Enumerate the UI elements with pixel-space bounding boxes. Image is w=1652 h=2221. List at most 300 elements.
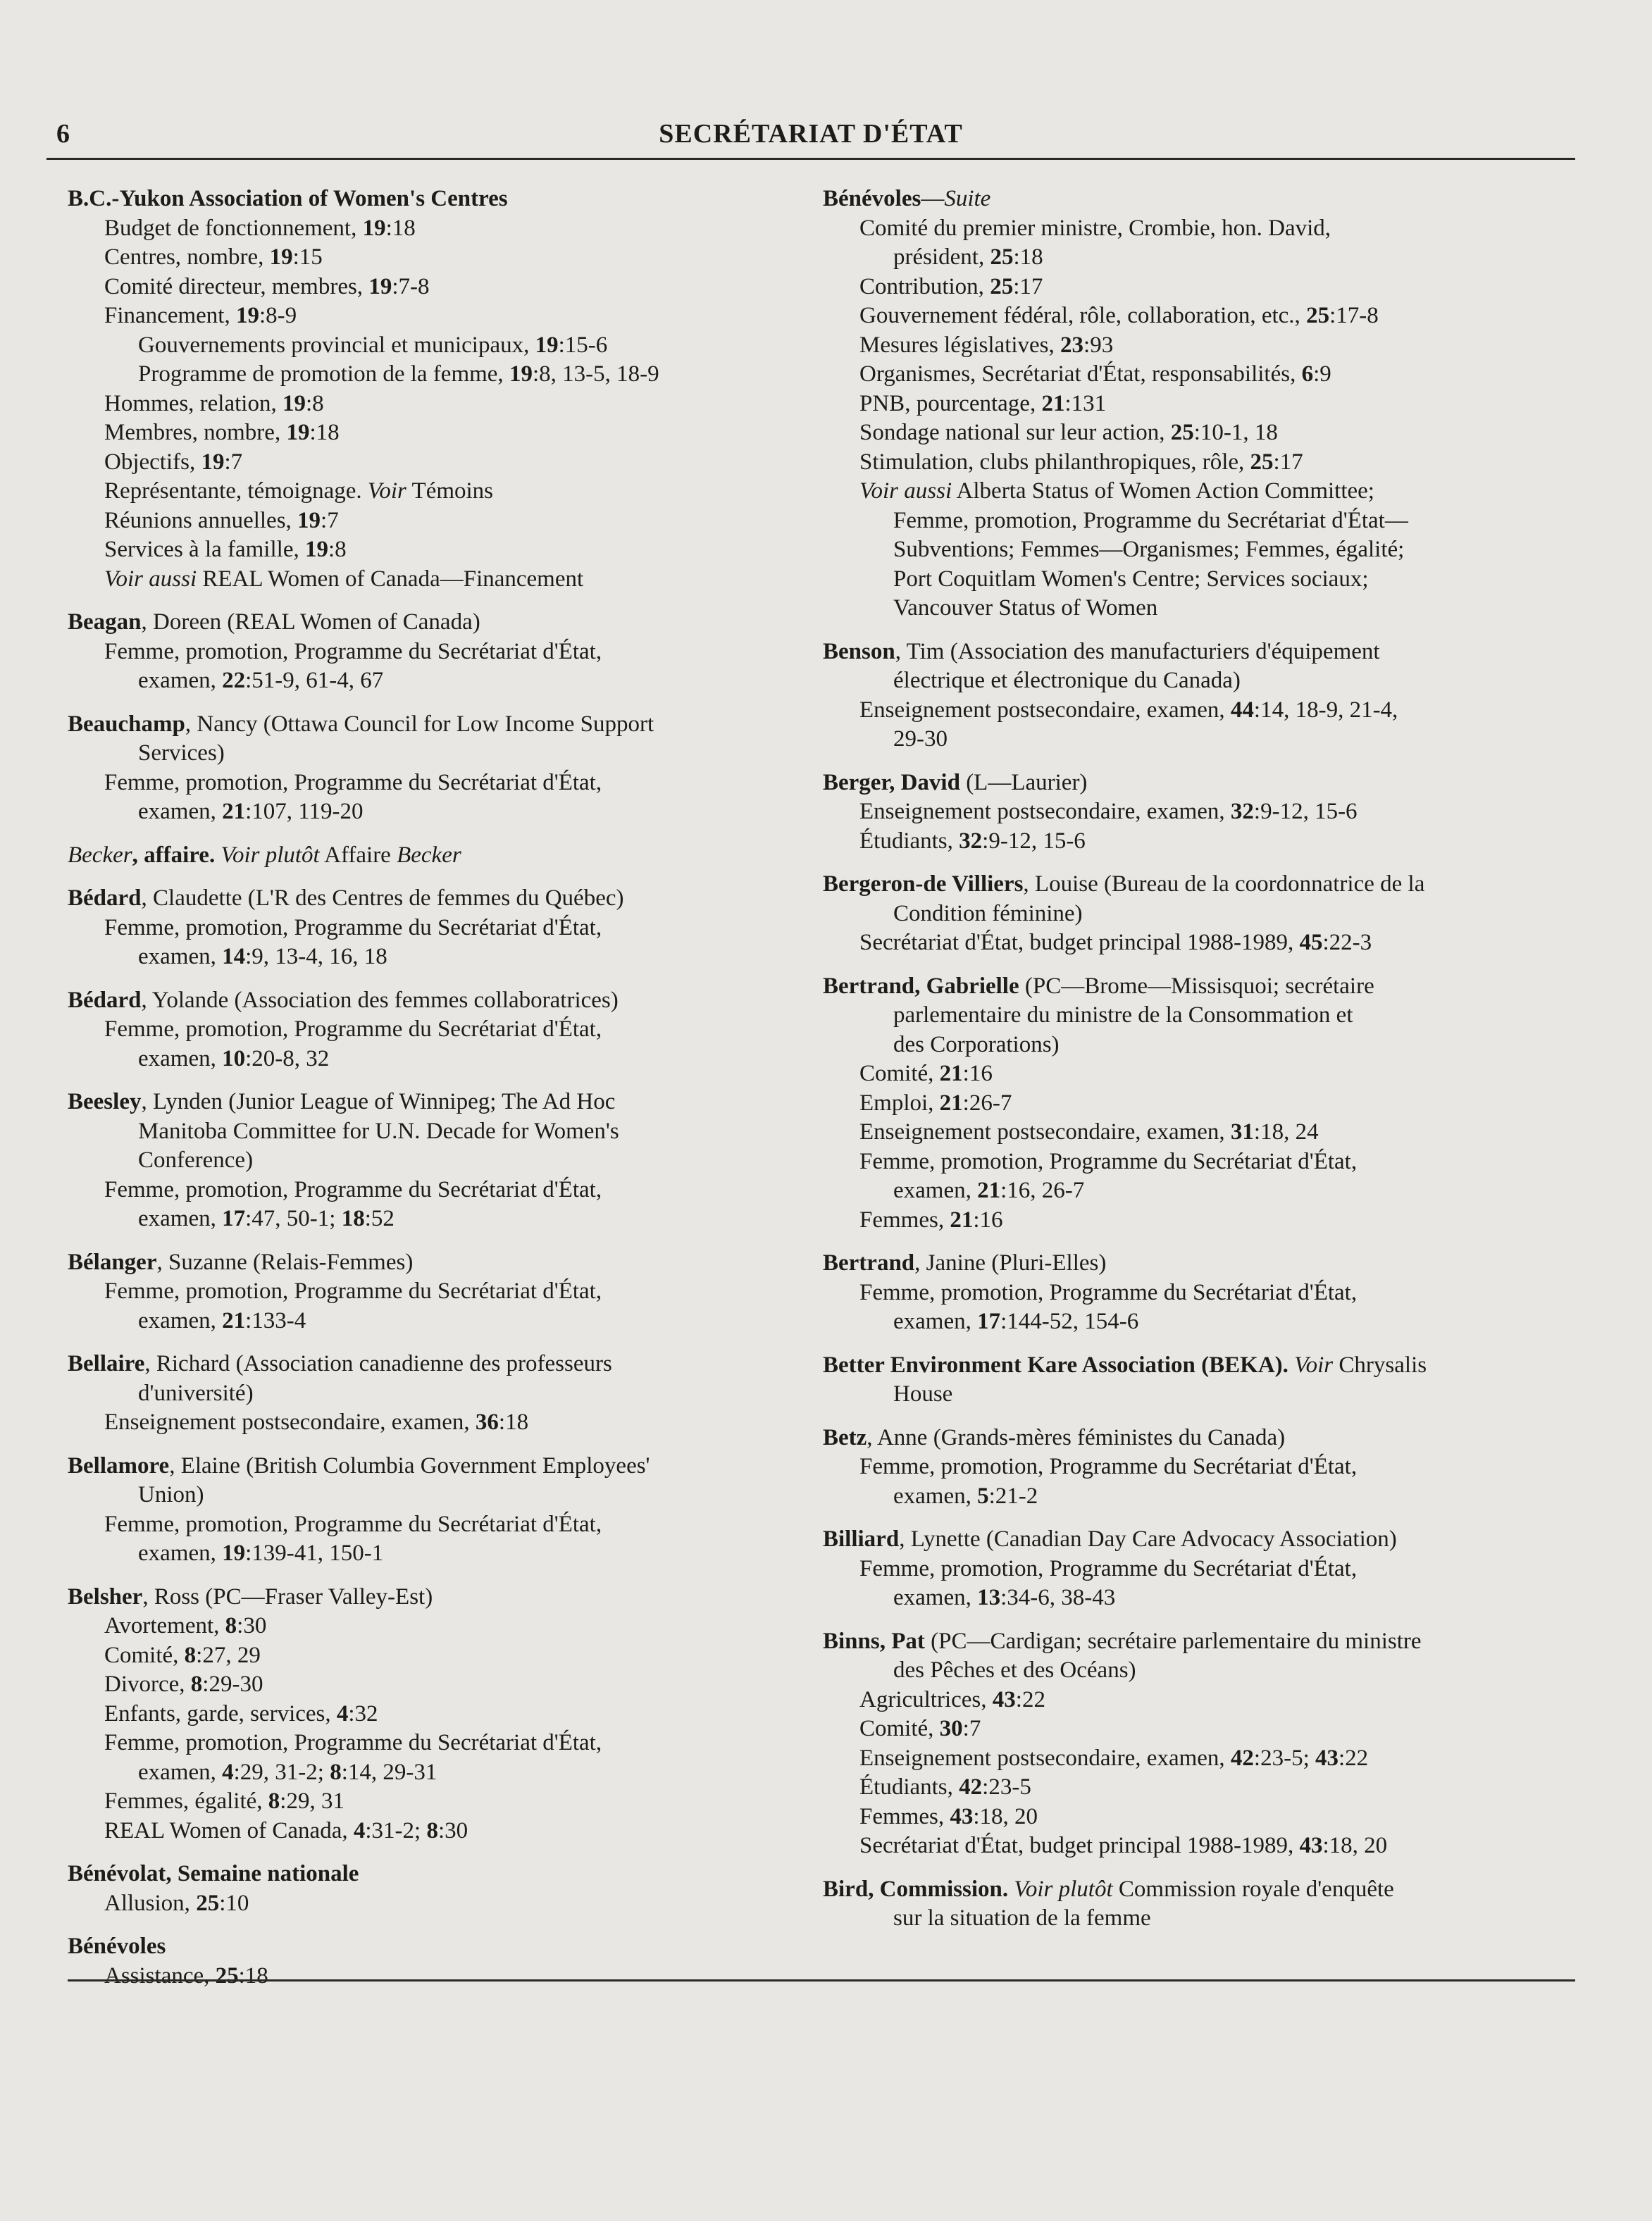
text-run: 8 — [330, 1759, 342, 1785]
entry-subline — [823, 827, 1555, 857]
text-run: Femmes, égalité, — [104, 1788, 268, 1814]
entry-subline — [68, 1817, 800, 1846]
text-run: :9 — [1313, 361, 1331, 387]
text-run: parlementaire du ministre de la Consommation et — [893, 1002, 1353, 1028]
text-run: , Suzanne (Relais-Femmes) — [156, 1249, 414, 1275]
text-run: Belsher — [68, 1584, 143, 1610]
index-entry — [823, 870, 1555, 958]
entry-subline — [823, 1059, 1555, 1089]
entry-subline — [823, 1656, 1555, 1686]
entry-heading — [823, 637, 1555, 667]
text-run: :16 — [973, 1207, 1003, 1233]
entry-subline — [823, 1147, 1555, 1177]
entry-subline — [68, 1787, 800, 1817]
text-run: :22 — [1015, 1686, 1045, 1712]
entry-subline — [68, 360, 800, 390]
text-run: Bergeron-de Villiers — [823, 871, 1024, 897]
text-run: Enseignement postsecondaire, examen, — [104, 1410, 476, 1435]
text-run: Femme, promotion, Programme du Secrétariat d'État, — [104, 1730, 602, 1755]
entry-subline — [823, 506, 1555, 536]
text-run: , affaire. — [132, 842, 216, 868]
text-run: Sondage national sur leur action, — [859, 420, 1171, 445]
text-run: Représentante, témoignage. — [104, 478, 368, 504]
text-run: 17 — [977, 1309, 1001, 1334]
entry-subline — [68, 390, 800, 419]
text-run: Secrétariat d'État, budget principal 1988-1989, — [859, 930, 1300, 955]
entry-subline — [68, 1277, 800, 1307]
text-run: :18, 24 — [1253, 1119, 1319, 1145]
text-run: Enseignement postsecondaire, examen, — [859, 1119, 1231, 1145]
entry-subline — [823, 1031, 1555, 1060]
text-run: 43 — [992, 1686, 1016, 1712]
text-run: 25 — [196, 1890, 220, 1916]
text-run: Voir plutôt — [221, 842, 320, 868]
index-column-right — [823, 185, 1555, 1948]
text-run: Voir aussi — [859, 478, 952, 504]
text-run: Manitoba Committee for U.N. Decade for Women's — [138, 1118, 619, 1144]
text-run: 4 — [222, 1759, 234, 1785]
entry-subline — [68, 1889, 800, 1919]
text-run: :9-12, 15-6 — [982, 828, 1086, 854]
text-run: :144-52, 154-6 — [1000, 1309, 1139, 1334]
entry-heading — [68, 1860, 800, 1889]
text-run: 18 — [341, 1206, 365, 1231]
text-run: 23 — [1060, 332, 1084, 358]
entry-subline — [823, 1118, 1555, 1147]
text-run: :107, 119-20 — [245, 799, 364, 824]
entry-heading — [823, 1424, 1555, 1453]
entry-subline — [68, 1700, 800, 1729]
text-run: Alberta Status of Women Action Committee; — [952, 478, 1374, 504]
text-run: Femme, promotion, Programme du Secrétariat d'État, — [859, 1555, 1358, 1581]
text-run: — — [921, 186, 945, 211]
entry-subline — [68, 1539, 800, 1569]
text-run: Bénévoles — [68, 1934, 166, 1959]
index-entry — [823, 1875, 1555, 1934]
entry-subline — [823, 1555, 1555, 1584]
text-run: :30 — [237, 1613, 267, 1638]
text-run: 5 — [977, 1483, 989, 1509]
text-run: :29-30 — [202, 1672, 263, 1697]
text-run: :15-6 — [558, 332, 608, 358]
index-entry — [823, 1627, 1555, 1861]
entry-subline — [823, 301, 1555, 331]
text-run: des Pêches et des Océans) — [893, 1657, 1136, 1683]
text-run: Comité, — [859, 1716, 940, 1741]
text-run: 19 — [235, 303, 259, 328]
text-run: 19 — [222, 1541, 246, 1566]
text-run: :16, 26-7 — [1000, 1178, 1085, 1203]
text-run: :30 — [437, 1817, 468, 1843]
text-run: 21 — [939, 1061, 963, 1086]
text-run: :18 — [309, 420, 340, 445]
text-run: Bénévoles — [823, 186, 921, 211]
entry-subline — [823, 1279, 1555, 1308]
text-run: 8 — [190, 1672, 203, 1697]
entry-subline — [823, 1307, 1555, 1337]
entry-subline — [823, 1452, 1555, 1482]
text-run: 21 — [939, 1090, 963, 1116]
text-run: Bédard — [68, 987, 142, 1013]
text-run: Billiard — [823, 1526, 900, 1552]
text-run: Emploi, — [859, 1090, 940, 1116]
text-run: 43 — [1315, 1745, 1339, 1771]
text-run: , Elaine (British Columbia Government Employees' — [169, 1452, 650, 1479]
text-run: :27, 29 — [196, 1642, 261, 1668]
text-run: Berger, David — [823, 769, 960, 795]
text-run: 19 — [535, 332, 559, 358]
text-run: 21 — [977, 1178, 1001, 1203]
index-entry — [68, 1452, 800, 1569]
text-run: Comité du premier ministre, Crombie, hon. David, — [859, 215, 1331, 241]
text-run: Femme, promotion, Programme du Secrétariat d'État, — [859, 1148, 1358, 1174]
text-run: 21 — [950, 1207, 974, 1233]
text-run: 42 — [1230, 1745, 1254, 1771]
entry-subline — [823, 725, 1555, 754]
text-run: Services) — [138, 740, 225, 766]
text-run: Divorce, — [104, 1672, 191, 1697]
entry-subline — [823, 448, 1555, 478]
text-run: 25 — [1250, 449, 1274, 475]
text-run: 30 — [939, 1716, 963, 1741]
text-run: Stimulation, clubs philanthropiques, rôle, — [859, 449, 1250, 475]
text-run: 32 — [1230, 799, 1254, 824]
text-run: Femme, promotion, Programme du Secrétariat d'État— — [893, 507, 1408, 533]
text-run: 22 — [222, 668, 246, 693]
text-run: Femme, promotion, Programme du Secrétariat d'État, — [859, 1279, 1358, 1305]
entry-heading — [823, 870, 1555, 900]
text-run: :8-9 — [259, 303, 297, 328]
text-run: :23-5 — [982, 1774, 1031, 1800]
text-run: Vancouver Status of Women — [893, 595, 1158, 621]
entry-subline — [823, 477, 1555, 506]
text-run: examen, — [138, 1759, 223, 1785]
index-entry — [68, 1088, 800, 1234]
text-run: Bellamore — [68, 1452, 170, 1479]
entry-subline — [823, 1744, 1555, 1774]
entry-subline — [823, 1482, 1555, 1512]
text-run: Femme, promotion, Programme du Secrétariat d'État, — [104, 1279, 602, 1304]
text-run: :7 — [321, 507, 339, 533]
text-run: Organismes, Secrétariat d'État, responsabilités, — [859, 361, 1302, 387]
entry-heading — [823, 1351, 1555, 1381]
entry-subline — [68, 1176, 800, 1205]
entry-subline — [823, 1686, 1555, 1715]
text-run: Membres, nombre, — [104, 420, 287, 445]
text-run: :29, 31 — [280, 1788, 344, 1814]
text-run: :93 — [1083, 332, 1114, 358]
text-run: , Louise (Bureau de la coordonnatrice de la — [1023, 871, 1425, 897]
text-run: Allusion, — [104, 1890, 197, 1916]
entry-subline — [68, 331, 800, 361]
entry-subline — [823, 1001, 1555, 1031]
entry-subline — [68, 1146, 800, 1176]
text-run: 8 — [268, 1788, 280, 1814]
text-run: , Richard (Association canadienne des professeurs — [144, 1351, 612, 1376]
text-run: , Yolande (Association des femmes collaboratrices) — [141, 987, 619, 1013]
text-run: 25 — [990, 273, 1014, 299]
text-run: :10 — [219, 1890, 249, 1916]
text-run: 25 — [990, 244, 1014, 270]
entry-subline — [823, 1089, 1555, 1119]
entry-subline — [68, 769, 800, 798]
text-run: House — [893, 1381, 953, 1407]
entry-subline — [68, 1510, 800, 1540]
text-run: Objectifs, — [104, 449, 201, 475]
text-run: examen, — [138, 1307, 223, 1333]
text-run: 19 — [368, 273, 392, 299]
entry-subline — [68, 1481, 800, 1510]
text-run: Services à la famille, — [104, 537, 305, 562]
text-run: :131 — [1064, 390, 1107, 416]
entry-heading — [823, 972, 1555, 1002]
index-entry — [823, 637, 1555, 754]
text-run: :18 — [498, 1410, 529, 1435]
text-run: REAL Women of Canada, — [104, 1817, 354, 1843]
entry-subline — [823, 1584, 1555, 1613]
text-run: Enseignement postsecondaire, examen, — [859, 697, 1231, 723]
text-run: examen, — [138, 1206, 223, 1231]
text-run: Enfants, garde, services, — [104, 1700, 337, 1727]
entry-subline — [68, 1758, 800, 1788]
text-run: :18, 20 — [973, 1803, 1038, 1829]
index-entry — [823, 769, 1555, 857]
text-run: :29, 31-2; — [233, 1759, 330, 1785]
text-run: Comité, — [104, 1642, 185, 1668]
text-run: Comité, — [859, 1061, 940, 1086]
text-run: PNB, pourcentage, — [859, 390, 1042, 416]
entry-subline — [68, 797, 800, 827]
entry-subline — [68, 448, 800, 478]
text-run: , Ross (PC—Fraser Valley-Est) — [142, 1584, 433, 1610]
text-run: 19 — [282, 390, 306, 416]
text-run: 19 — [269, 244, 293, 270]
entry-subline — [68, 666, 800, 696]
text-run: :22-3 — [1322, 930, 1372, 955]
entry-subline — [823, 1380, 1555, 1410]
index-entry — [823, 1525, 1555, 1613]
text-run: Femme, promotion, Programme du Secrétariat d'État, — [104, 1176, 602, 1202]
index-entry — [68, 185, 800, 594]
entry-heading — [68, 1583, 800, 1612]
text-run: 13 — [977, 1585, 1001, 1610]
entry-subline — [68, 1205, 800, 1234]
text-run: :10-1, 18 — [1193, 420, 1278, 445]
text-run: :17-8 — [1329, 303, 1379, 328]
text-run: 36 — [475, 1410, 499, 1435]
text-run: Benson — [823, 638, 895, 664]
text-run: 17 — [222, 1206, 246, 1231]
text-run: Binns, Pat — [823, 1628, 925, 1654]
text-run: Financement, — [104, 303, 236, 328]
entry-subline — [823, 1206, 1555, 1236]
text-run: président, — [893, 244, 990, 270]
text-run: Centres, nombre, — [104, 244, 270, 270]
text-run: 6 — [1301, 361, 1314, 387]
entry-subline — [68, 214, 800, 244]
text-run: Beesley — [68, 1089, 142, 1114]
index-entry — [823, 1249, 1555, 1337]
text-run: 8 — [225, 1613, 237, 1638]
text-run: examen, — [138, 944, 223, 969]
text-run — [1288, 1352, 1294, 1378]
text-run: :17 — [1273, 449, 1303, 475]
entry-subline — [68, 477, 800, 506]
text-run: :9, 13-4, 16, 18 — [245, 944, 387, 969]
entry-subline — [823, 360, 1555, 390]
entry-heading — [68, 884, 800, 914]
entry-subline — [68, 243, 800, 273]
text-run: :17 — [1013, 273, 1043, 299]
text-run: , Janine (Pluri-Elles) — [914, 1250, 1107, 1276]
text-run: :18 — [238, 1962, 268, 1989]
index-entry — [68, 1248, 800, 1336]
entry-subline — [68, 637, 800, 667]
entry-subline — [68, 1117, 800, 1147]
text-run: :14, 29-31 — [341, 1759, 437, 1785]
text-run: :8 — [328, 537, 347, 562]
entry-heading — [68, 986, 800, 1016]
text-run: Port Coquitlam Women's Centre; Services sociaux; — [893, 566, 1369, 592]
index-entry — [823, 972, 1555, 1236]
text-run: :8, 13-5, 18-9 — [532, 361, 659, 387]
index-column-left — [68, 185, 800, 2005]
entry-subline — [68, 739, 800, 769]
text-run: , Doreen (REAL Women of Canada) — [141, 609, 480, 635]
text-run: :51-9, 61-4, 67 — [245, 668, 384, 693]
text-run: 21 — [222, 1307, 246, 1333]
text-run: 19 — [297, 507, 321, 533]
entry-subline — [68, 1641, 800, 1671]
text-run: (PC—Cardigan; secrétaire parlementaire du ministre — [924, 1628, 1422, 1654]
text-run: :47, 50-1; — [245, 1206, 342, 1231]
index-entry — [823, 185, 1555, 623]
entry-subline — [68, 565, 800, 595]
text-run: :14, 18-9, 21-4, — [1253, 697, 1398, 723]
text-run: :26-7 — [962, 1090, 1012, 1116]
text-run: Bertrand, Gabrielle — [823, 973, 1019, 999]
text-run: électrique et électronique du Canada) — [893, 668, 1241, 693]
text-run: :16 — [962, 1061, 993, 1086]
entry-subline — [823, 1803, 1555, 1832]
entry-subline — [823, 1773, 1555, 1803]
text-run: :32 — [348, 1700, 378, 1727]
text-run: Femme, promotion, Programme du Secrétariat d'État, — [104, 914, 602, 940]
entry-heading — [68, 1932, 800, 1962]
text-run: Programme de promotion de la femme, — [138, 361, 509, 387]
entry-subline — [68, 1379, 800, 1409]
entry-heading — [68, 841, 800, 871]
text-run: Enseignement postsecondaire, examen, — [859, 1745, 1231, 1771]
text-run: :133-4 — [245, 1307, 306, 1333]
text-run: Bellaire — [68, 1351, 145, 1376]
entry-subline — [823, 243, 1555, 273]
text-run: :7 — [224, 449, 243, 475]
text-run: , Lynden (Junior League of Winnipeg; The Ad Hoc — [141, 1089, 616, 1114]
text-run: 43 — [1299, 1833, 1323, 1858]
index-entry — [68, 841, 800, 871]
text-run: 44 — [1230, 697, 1254, 723]
text-run: (PC—Brome—Missisquoi; secrétaire — [1019, 973, 1374, 999]
text-run: 31 — [1230, 1119, 1254, 1145]
text-run: Commission royale d'enquête — [1112, 1876, 1394, 1902]
entry-subline — [823, 696, 1555, 726]
text-run: Réunions annuelles, — [104, 507, 298, 533]
text-run: , Tim (Association des manufacturiers d'équipement — [895, 638, 1380, 664]
text-run: Témoins — [406, 478, 494, 504]
text-run: 19 — [201, 449, 225, 475]
index-entry — [68, 1350, 800, 1438]
entry-subline — [68, 506, 800, 536]
index-entry — [68, 710, 800, 827]
entry-heading — [68, 185, 800, 214]
text-run: :7 — [962, 1716, 981, 1741]
text-run: :18, 20 — [1322, 1833, 1388, 1858]
text-run: 4 — [336, 1700, 349, 1727]
text-run: Femmes, — [859, 1207, 950, 1233]
entry-subline — [823, 797, 1555, 827]
entry-subline — [68, 273, 800, 302]
text-run: Assistance, — [104, 1962, 216, 1989]
text-run: :18 — [385, 215, 416, 241]
text-run: 8 — [184, 1642, 197, 1668]
entry-subline — [823, 900, 1555, 929]
entry-subline — [823, 273, 1555, 302]
text-run: examen, — [138, 799, 223, 824]
text-run: Better Environment Kare Association (BEKA). — [823, 1352, 1288, 1378]
text-run: Bird, Commission. — [823, 1876, 1009, 1902]
text-run: examen, — [893, 1585, 978, 1610]
index-entry — [68, 884, 800, 972]
text-run: , Anne (Grands-mères féministes du Canada) — [867, 1424, 1286, 1450]
entry-subline — [68, 942, 800, 972]
text-run: d'université) — [138, 1380, 254, 1406]
text-run: Étudiants, — [859, 828, 959, 854]
text-run: Femme, promotion, Programme du Secrétariat d'État, — [859, 1454, 1358, 1479]
entry-heading — [68, 710, 800, 740]
text-run: Secrétariat d'État, budget principal 1988-1989, — [859, 1833, 1300, 1858]
page-title: SECRÉTARIAT D'ÉTAT — [659, 119, 963, 149]
text-run: 21 — [222, 799, 246, 824]
text-run: 43 — [950, 1803, 974, 1829]
text-run: examen, — [893, 1178, 978, 1203]
text-run: :22 — [1338, 1745, 1369, 1771]
text-run: :139-41, 150-1 — [245, 1541, 384, 1566]
entry-subline — [823, 418, 1555, 448]
text-run: 10 — [222, 1045, 246, 1071]
text-run: Comité directeur, membres, — [104, 273, 369, 299]
text-run: Becker — [68, 842, 132, 868]
entry-subline — [823, 214, 1555, 244]
text-run: Betz — [823, 1424, 867, 1450]
entry-subline — [823, 1715, 1555, 1744]
text-run: :18 — [1013, 244, 1043, 270]
text-run: :20-8, 32 — [245, 1045, 330, 1071]
entry-heading — [823, 1525, 1555, 1555]
entry-heading — [68, 608, 800, 637]
text-run: Contribution, — [859, 273, 990, 299]
text-run: Beagan — [68, 609, 142, 635]
text-run: B.C.-Yukon Association of Women's Centres — [68, 186, 508, 211]
text-run: 19 — [286, 420, 310, 445]
text-run: 4 — [353, 1817, 366, 1843]
text-run: :34-6, 38-43 — [1000, 1585, 1116, 1610]
text-run: Bertrand — [823, 1250, 915, 1276]
text-run: :9-12, 15-6 — [1253, 799, 1358, 824]
text-run: examen, — [893, 1483, 978, 1509]
page-number: 6 — [56, 119, 70, 149]
text-run: :15 — [292, 244, 323, 270]
